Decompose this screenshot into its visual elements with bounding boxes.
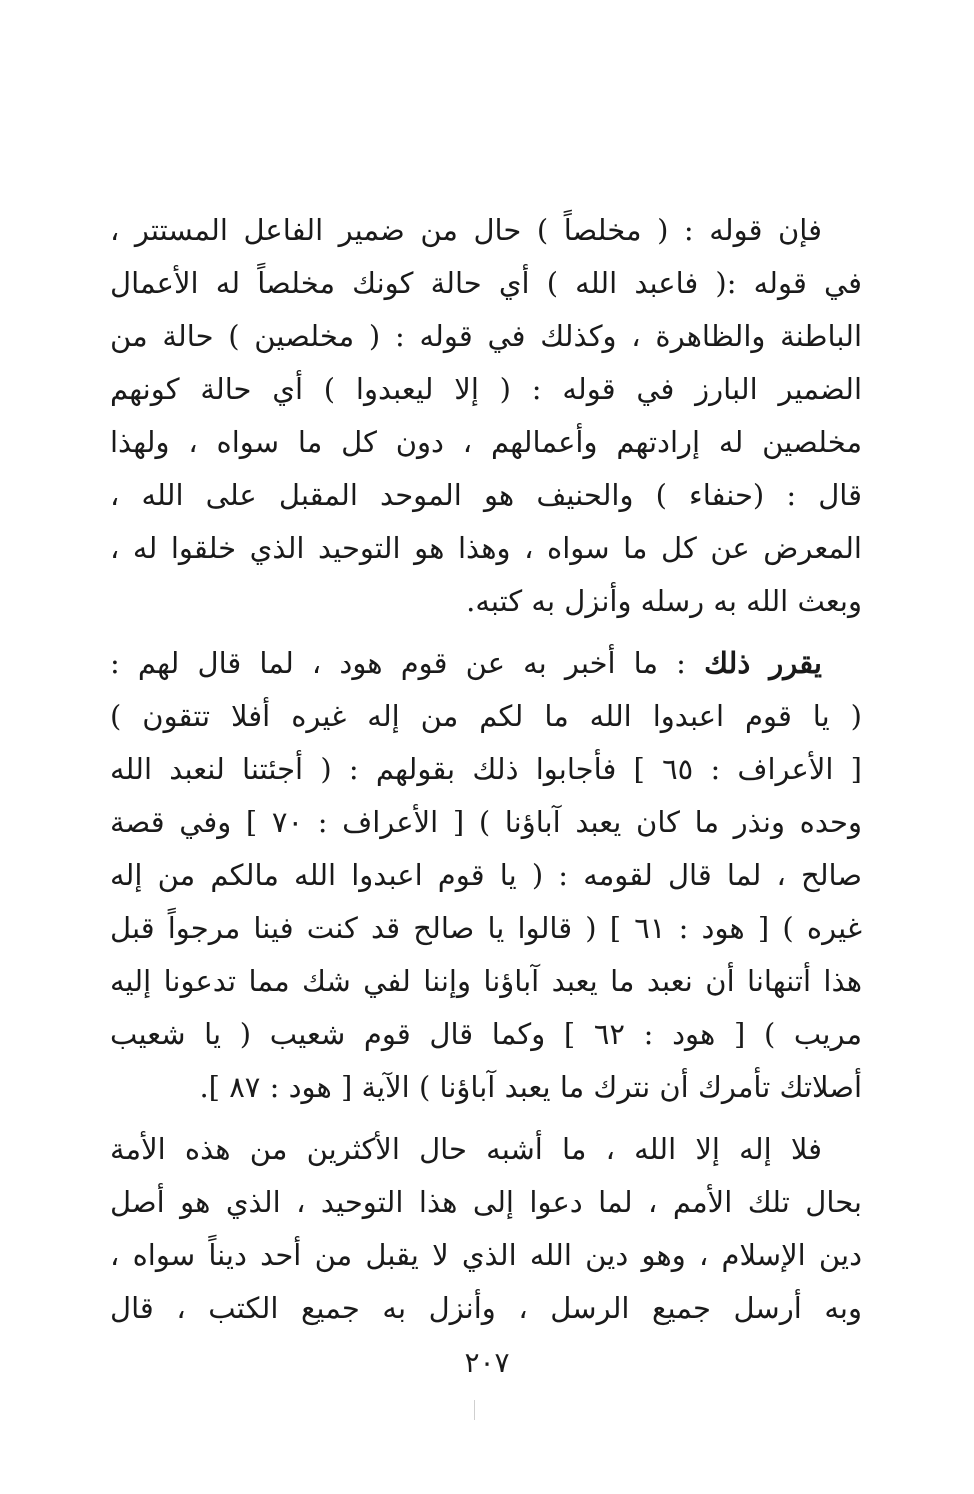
- text-line: وبه أرسل جميع الرسل ، وأنزل به جميع الكتب ، قال: [110, 1291, 862, 1325]
- paragraph-3: [110, 1123, 862, 1335]
- text-line: مخلصين له إرادتهم وأعمالهم ، دون كل ما سواه ، ولهذا: [110, 425, 862, 459]
- text-line: الضمير البارز في قوله : ( إلا ليعبدوا ) أي حالة كونهم: [110, 372, 862, 406]
- text-line: فإن قوله : ( مخلصاً ) حال من ضمير الفاعل المستتر ،: [110, 213, 822, 247]
- text-line: قال : (حنفاء ) والحنيف هو الموحد المقبل على الله ،: [110, 478, 862, 512]
- text-line: هذا أتنهانا أن نعبد ما يعبد آباؤنا وإننا لفي شك مما تدعونا إليه: [110, 964, 862, 998]
- paragraph-2: [110, 637, 862, 1114]
- text-line: وحده ونذر ما كان يعبد آباؤنا ) [ الأعراف : ٧٠ ] وفي قصة: [110, 805, 862, 839]
- text-line: صالح ، لما قال لقومه : ( يا قوم اعبدوا الله مالكم من إله: [110, 858, 862, 892]
- text-line: دين الإسلام ، وهو دين الله الذي لا يقبل من أحد ديناً سواه ،: [110, 1238, 862, 1272]
- text-line: ( يا قوم اعبدوا الله ما لكم من إله غيره أفلا تتقون ): [110, 699, 862, 733]
- text-line: مريب ) [ هود : ٦٢ ] وكما قال قوم شعيب ( يا شعيب: [110, 1017, 862, 1051]
- text-line: الباطنة والظاهرة ، وكذلك في قوله : ( مخلصين ) حالة من: [110, 319, 862, 353]
- text-line: أصلاتك تأمرك أن نترك ما يعبد آباؤنا ) الآية [ هود : ٨٧ ].: [199, 1070, 862, 1104]
- scan-edge-mark: [474, 1400, 475, 1420]
- text-line: بحال تلك الأمم ، لما دعوا إلى هذا التوحيد ، الذي هو أصل: [110, 1185, 862, 1219]
- lead-rest: : ما أخبر به عن قوم هود ، لما قال لهم :: [110, 646, 705, 680]
- text-line-lead: [110, 637, 862, 690]
- text-line: غيره ) [ هود : ٦١ ] ( قالوا يا صالح قد كنت فينا مرجواً قبل: [110, 911, 862, 945]
- text-line: في قوله :( فاعبد الله ) أي حالة كونك مخلصاً له الأعمال: [110, 266, 862, 300]
- text-line: المعرض عن كل ما سواه ، وهذا هو التوحيد الذي خلقوا له ،: [110, 531, 862, 565]
- paragraph-1: [110, 204, 862, 628]
- text-line: [ الأعراف : ٦٥ ] فأجابوا ذلك بقولهم : ( أجئتنا لنعبد الله: [110, 752, 862, 786]
- lead-bold-phrase: يقرر ذلك: [704, 646, 822, 680]
- page-number: ٢٠٧: [464, 1346, 510, 1379]
- text-line: وبعث الله به رسله وأنزل به كتبه.: [466, 584, 862, 618]
- text-line: فلا إله إلا الله ، ما أشبه حال الأكثرين من هذه الأمة: [110, 1132, 822, 1166]
